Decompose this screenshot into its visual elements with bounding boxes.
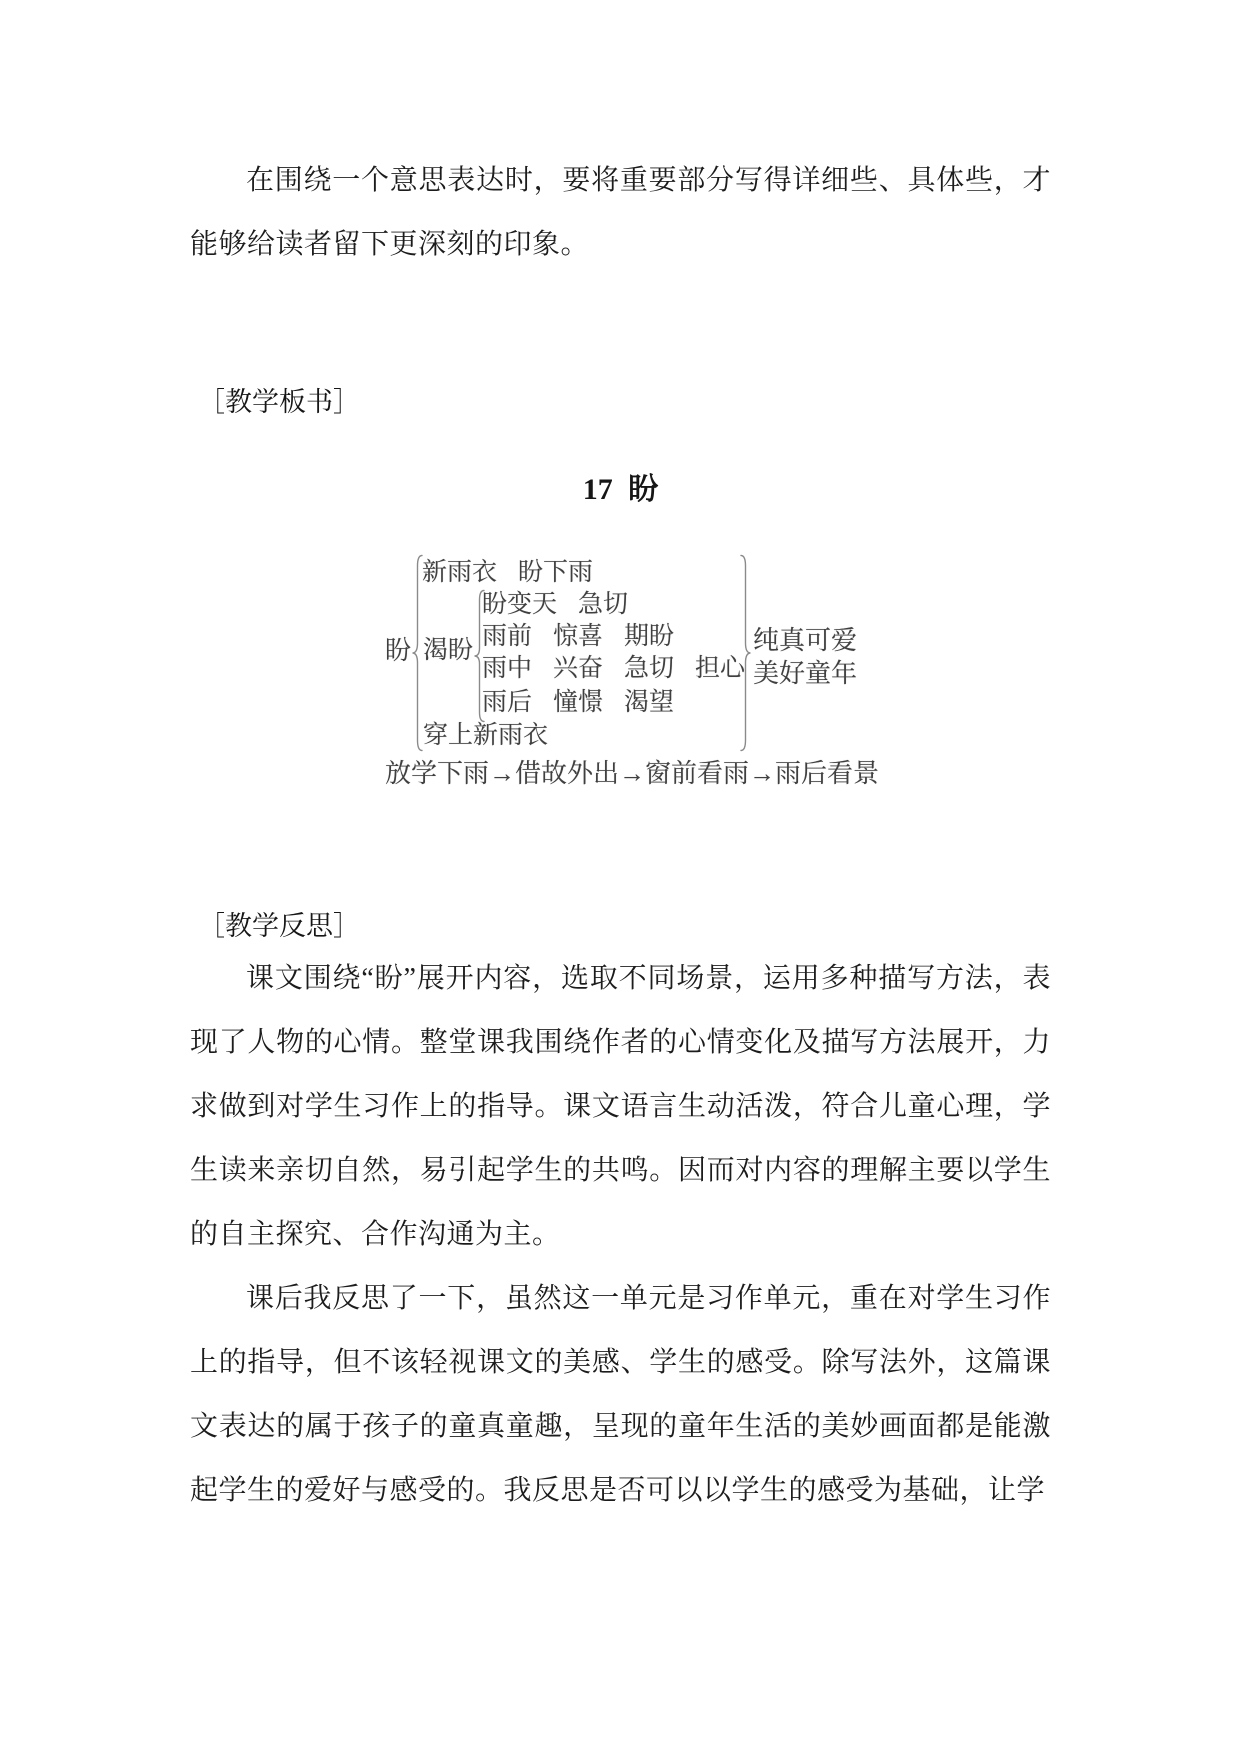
diagram-word: 急切 [578, 590, 629, 618]
flow-step: 放学下雨 [385, 758, 490, 788]
reflection-heading: ［教学反思］ [198, 911, 360, 941]
diagram-word: 雨后 [482, 688, 533, 716]
diagram-row-wear-raincoat: 穿上新雨衣 [423, 721, 549, 749]
diagram-word: 雨中 [482, 654, 533, 682]
board-diagram [340, 550, 900, 800]
diagram-word: 急切 [624, 654, 675, 682]
reflection-paragraph-2: 课后我反思了一下，虽然这一单元是习作单元，重在对学生习作上的指导，但不该轻视课文的美感、学生的感受。除写法外，这篇课文表达的属于孩子的童真童趣，呈现的童年生活的美妙画面都是能激起学生的爱好与感受的。我反思是否可以以学生的感受为基础，让学 [190, 1283, 1051, 1506]
arrow-icon: → [749, 758, 776, 788]
flow-step: 借故外出 [515, 758, 620, 788]
diagram-row-before-change [482, 591, 628, 618]
diagram-word: 雨前 [482, 622, 533, 650]
diagram-flow [385, 760, 879, 787]
reflection-paragraph-1: 课文围绕“盼”展开内容，选取不同场景，运用多种描写方法，表现了人物的心情。整堂课我围绕作者的心情变化及描写方法展开，力求做到对学生习作上的指导。课文语言生动活泼，符合儿童心理，学生读来亲切自然，易引起学生的共鸣。因而对内容的理解主要以学生的自主探究、合作沟通为主。 [190, 963, 1051, 1250]
diagram-root-label: 盼 [385, 635, 412, 665]
arrow-icon: → [619, 758, 646, 788]
diagram-word: 渴望 [624, 688, 675, 716]
diagram-row-new-raincoat [422, 559, 593, 586]
diagram-summary-line-1: 纯真可爱 [753, 625, 858, 655]
right-brace-icon [740, 554, 752, 752]
diagram-row-during-rain [482, 655, 745, 682]
diagram-word: 惊喜 [553, 622, 604, 650]
flow-step: 窗前看雨 [645, 758, 750, 788]
diagram-word: 盼下雨 [518, 558, 594, 586]
diagram-word: 兴奋 [553, 654, 604, 682]
lesson-title: 17 盼 [582, 473, 659, 506]
diagram-summary-line-2: 美好童年 [753, 658, 858, 688]
diagram-word: 担心 [695, 654, 746, 682]
diagram-word: 憧憬 [553, 688, 604, 716]
diagram-row-before-rain [482, 623, 674, 650]
diagram-word: 盼变天 [482, 590, 558, 618]
diagram-word: 新雨衣 [422, 558, 498, 586]
board-heading: ［教学板书］ [198, 387, 360, 417]
diagram-row-after-rain [482, 689, 674, 716]
diagram-sub-label: 渴盼 [423, 636, 474, 664]
arrow-icon: → [489, 758, 516, 788]
flow-step: 雨后看景 [775, 758, 880, 788]
intro-paragraph: 在围绕一个意思表达时，要将重要部分写得详细些、具体些，才能够给读者留下更深刻的印象。 [190, 165, 1051, 260]
diagram-word: 期盼 [624, 622, 675, 650]
